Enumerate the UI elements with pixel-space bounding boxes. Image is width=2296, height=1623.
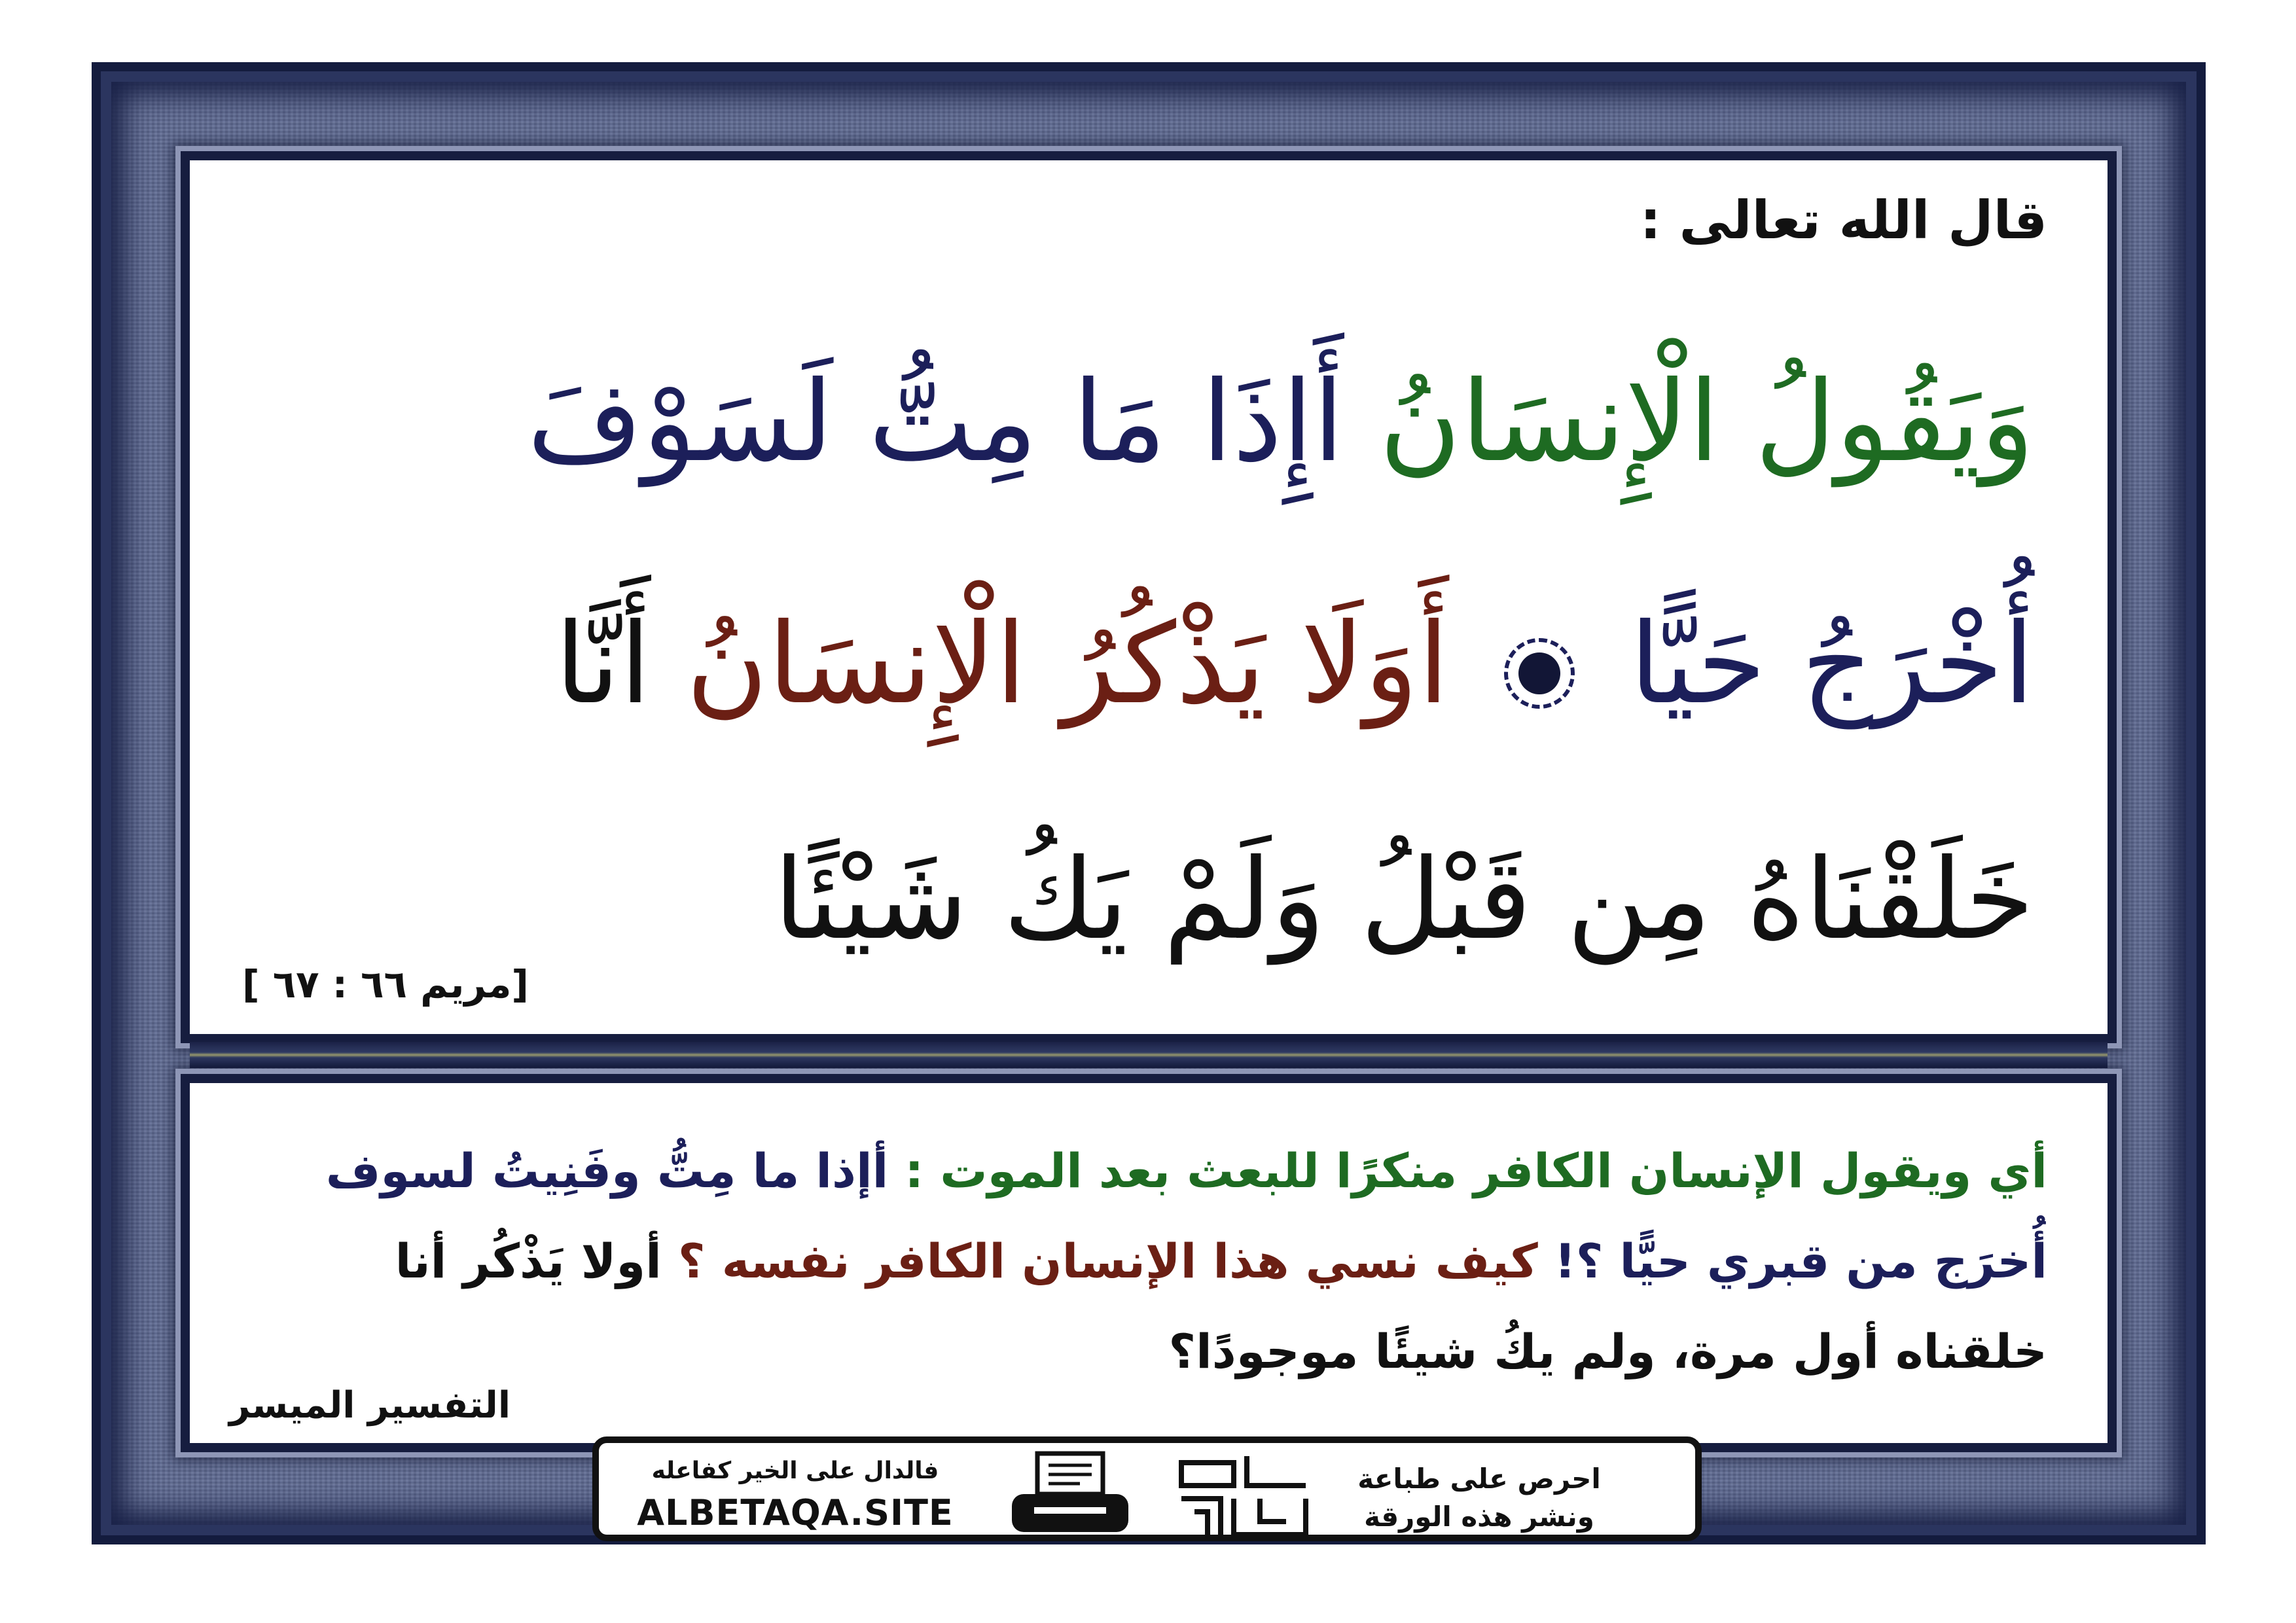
verse-segment-green: وَيَقُولُ الْإِنسَانُ: [1379, 357, 2034, 487]
footer-note: [1316, 1460, 1643, 1536]
ayah-end-marker-icon: [1504, 638, 1575, 709]
tafsir-segment-maroon: كيف نسي هذا الإنسان الكافر نفسه ؟: [677, 1234, 1538, 1289]
intro-heading: قال الله تعالى :: [1640, 190, 2047, 251]
verse-line-1: [527, 357, 2034, 487]
verse-line-3: خَلَقْنَاهُ مِن قَبْلُ وَلَمْ يَكُ شَيْئًا: [774, 835, 2034, 965]
verse-line-2: [555, 599, 2034, 729]
verse-citation: [مريم ٦٦ : ٦٧ ]: [242, 962, 529, 1007]
footer-note-line-2: ونشر هذه الورقة: [1364, 1501, 1594, 1533]
footer-motto: فالدال على الخير كفاعله: [651, 1457, 939, 1484]
tafsir-segment-navy: أإذا ما مِتُّ وفَنِيتُ لسوف أُخرَج من قبري حيًّا ؟!: [325, 1143, 2047, 1289]
verse-segment-navy: أَإِذَا مَا مِتُّ لَسَوْفَ: [527, 357, 1344, 487]
tafsir-segment-black: أولا يَذْكُر أنا خلقناه أول مرة، ولم يكُ شيئًا موجودًا؟: [395, 1234, 2047, 1379]
verse-segment-navy: أُخْرَجُ حَيًّا: [1629, 599, 2034, 729]
tafsir-source: التفسير الميسر: [229, 1384, 511, 1427]
footer-website-block: [625, 1457, 965, 1533]
tafsir-text: [280, 1126, 2047, 1397]
website-link[interactable]: ALBETAQA.SITE: [637, 1492, 954, 1533]
albetaqa-logo-icon: [1175, 1450, 1312, 1541]
divider-bar: [190, 1042, 2108, 1068]
printer-icon: [1008, 1451, 1132, 1536]
verse-segment-maroon: أَوَلَا يَذْكُرُ الْإِنسَانُ: [686, 599, 1449, 729]
tafsir-segment-green: أي ويقول الإنسان الكافر منكرًا للبعث بعد الموت :: [905, 1143, 2047, 1198]
verse-segment-black: أَنَّا: [555, 599, 651, 729]
footer-box: [592, 1436, 1702, 1541]
footer-note-line-1: احرص على طباعة: [1357, 1463, 1601, 1495]
